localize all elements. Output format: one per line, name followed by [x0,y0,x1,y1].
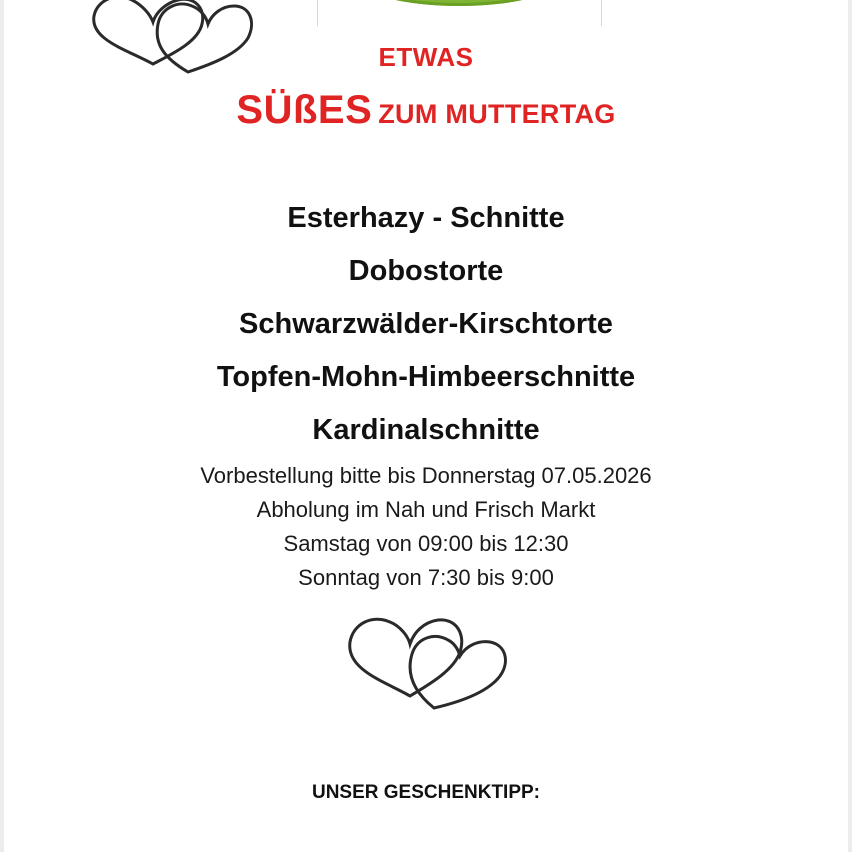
image-frame-right-edge [601,0,602,26]
heading-etwas: ETWAS [378,42,474,72]
heading-zum-muttertag: ZUM MUTTERTAG [378,99,616,129]
order-info [4,459,848,595]
heading-suesses: SÜßES [236,88,373,132]
preorder-deadline: Vorbestellung bitte bis Donnerstag 07.05.2026 [200,463,652,488]
cake-item: Schwarzwälder-Kirschtorte [239,308,613,340]
cake-item: Kardinalschnitte [312,414,540,446]
heading-main [4,88,848,133]
pickup-location: Abholung im Nah und Frisch Markt [256,497,596,522]
green-cake-image-fragment [360,0,558,6]
image-frame-left-edge [317,0,318,26]
double-hearts-icon-bottom [342,612,508,712]
flyer-page [4,0,848,852]
cake-list [4,196,848,461]
cake-item: Esterhazy - Schnitte [287,202,565,234]
cake-item: Dobostorte [348,255,504,287]
saturday-hours: Samstag von 09:00 bis 12:30 [283,531,569,556]
gift-tip-heading: UNSER GESCHENKTIPP: [311,782,541,803]
cake-item: Topfen-Mohn-Himbeerschnitte [216,361,636,393]
sunday-hours: Sonntag von 7:30 bis 9:00 [298,565,554,590]
